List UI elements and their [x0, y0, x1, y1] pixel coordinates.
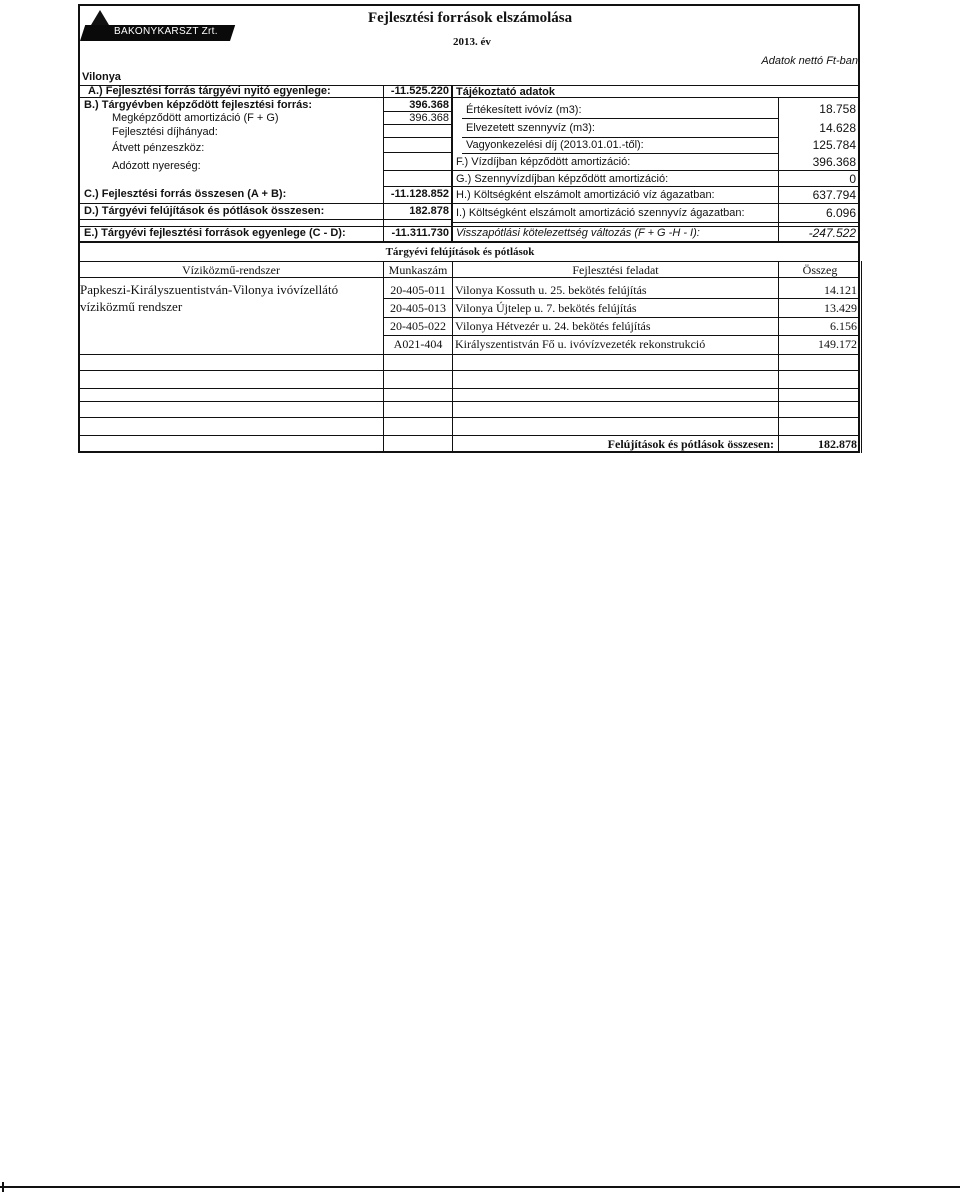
row-b-label: B.) Tárgyévben képződött fejlesztési forrás: [84, 99, 312, 111]
report-title: Fejlesztési források elszámolása [368, 10, 573, 26]
row-b-value: 396.368 [409, 99, 449, 111]
info-value: 14.628 [819, 121, 856, 135]
table-row-code: A021-404 [393, 337, 443, 351]
row-fee-label: Fejlesztési díjhányad: [112, 126, 218, 138]
table-row-amount: 149.172 [818, 337, 857, 351]
info-label: H.) Költségként elszámolt amortizáció víz ágazatban: [456, 189, 715, 201]
report-year: 2013. év [453, 36, 491, 48]
row-profit-label: Adózott nyereség: [112, 160, 201, 172]
col-task: Fejlesztési feladat [572, 263, 659, 277]
page-bottom-rule [0, 1186, 960, 1188]
table-row-task: Vilonya Kossuth u. 25. bekötés felújítás [455, 283, 647, 297]
info-label: G.) Szennyvízdíjban képződött amortizáció: [456, 173, 669, 185]
table-row-amount: 14.121 [824, 283, 857, 297]
col-system: Víziközmű-rendszer [182, 263, 280, 277]
row-e-value: -11.311.730 [391, 227, 449, 239]
info-label: Visszapótlási kötelezettség változás (F + G -H - I): [456, 227, 700, 239]
row-a-label: A.) Fejlesztési forrás tárgyévi nyitó egyenlege: [88, 85, 331, 97]
table-row-amount: 13.429 [824, 301, 857, 315]
system-name-line1: Papkeszi-Királyszuentistván-Vilonya ivóvízellátó [80, 282, 339, 297]
table-row-code: 20-405-013 [390, 301, 446, 315]
col-amount: Összeg [802, 263, 838, 277]
info-value: 18.758 [819, 102, 856, 116]
info-label: Értékesített ivóvíz (m3): [466, 104, 582, 116]
row-e-label: E.) Tárgyévi fejlesztési források egyenlege (C - D): [84, 227, 346, 239]
info-value: -247.522 [808, 226, 856, 240]
info-value: 0 [849, 172, 856, 186]
row-transfer-label: Átvett pénzeszköz: [112, 142, 205, 154]
info-value: 396.368 [812, 155, 856, 169]
info-value: 6.096 [825, 206, 856, 220]
company-logo [80, 6, 230, 46]
table-row-task: Vilonya Hétvezér u. 24. bekötés felújítás [455, 319, 651, 333]
row-d-label: D.) Tárgyévi felújítások és pótlások összesen: [84, 205, 325, 217]
works-total-value: 182.878 [818, 437, 857, 451]
system-name-line2: víziközmű rendszer [80, 299, 183, 314]
row-c-value: -11.128.852 [390, 188, 449, 200]
info-label: Elvezetett szennyvíz (m3): [466, 122, 595, 134]
table-row-code: 20-405-022 [390, 319, 446, 333]
logo-text: BAKONYKARSZT Zrt. [114, 26, 218, 37]
info-value: 125.784 [812, 138, 856, 152]
row-a-value: -11.525.220 [390, 85, 449, 97]
table-row-amount: 6.156 [830, 319, 857, 333]
table-row-task: Vilonya Újtelep u. 7. bekötés felújítás [455, 301, 637, 315]
info-label: F.) Vízdíjban képződött amortizáció: [456, 156, 631, 168]
info-value: 637.794 [812, 188, 856, 202]
section-name: Vilonya [82, 71, 121, 83]
info-label: Vagyonkezelési díj (2013.01.01.-től): [466, 139, 644, 151]
info-label: I.) Költségként elszámolt amortizáció szennyvíz ágazatban: [456, 207, 745, 219]
works-heading: Tárgyévi felújítások és pótlások [385, 246, 535, 258]
col-code: Munkaszám [388, 263, 448, 277]
row-c-label: C.) Fejlesztési forrás összesen (A + B): [84, 188, 287, 200]
table-row-code: 20-405-011 [390, 283, 446, 297]
unit-note: Adatok nettó Ft-ban [761, 55, 858, 67]
row-amort-value: 396.368 [409, 112, 449, 124]
table-row-task: Királyszentistván Fő u. ivóvízvezeték rekonstrukció [455, 337, 706, 351]
works-total-label: Felújítások és pótlások összesen: [607, 437, 774, 451]
info-heading: Tájékoztató adatok [456, 86, 556, 98]
row-amort-label: Megképződött amortizáció (F + G) [112, 112, 279, 124]
row-d-value: 182.878 [409, 205, 449, 217]
